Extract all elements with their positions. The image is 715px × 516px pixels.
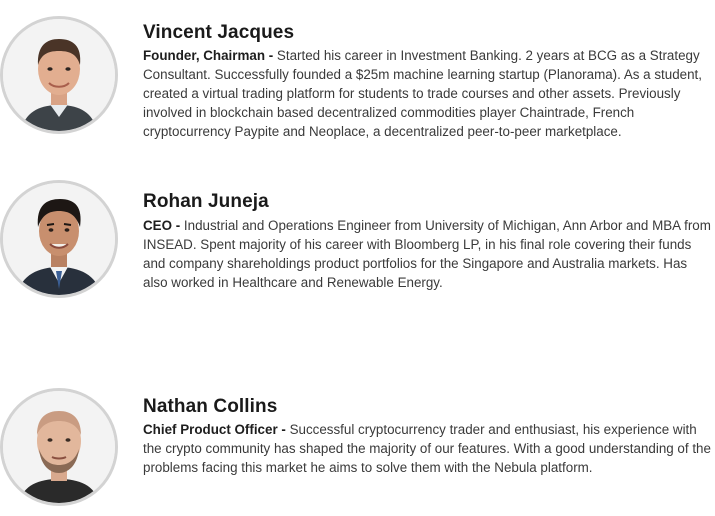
portrait-photo (3, 19, 115, 131)
member-bio (143, 216, 711, 292)
avatar (0, 388, 118, 506)
member-bio (143, 420, 711, 477)
member-name: Rohan Juneja (143, 191, 269, 212)
member-role: Chief Product Officer - (143, 422, 286, 437)
member-description: Successful cryptocurrency trader and enthusiast, his experience with the crypto community has shaped the majority of our features. With a good understanding of the problems facing this market he aims to solve them with the Nebula platform. (143, 422, 711, 475)
member-bio (143, 46, 711, 141)
avatar (0, 16, 118, 134)
portrait-photo (3, 391, 115, 503)
member-name: Nathan Collins (143, 396, 278, 417)
avatar (0, 180, 118, 298)
member-description: Industrial and Operations Engineer from University of Michigan, Ann Arbor and MBA from INSEAD. Spent majority of his career with Bloomberg LP, in his final role covering their funds and company shareholdings product portfolios for the Singapore and Australia markets. Has also worked in Healthcare and Renewable Energy. (143, 218, 711, 290)
member-role: Founder, Chairman - (143, 48, 274, 63)
member-description: Started his career in Investment Banking. 2 years at BCG as a Strategy Consultant. Successfully founded a $25m machine learning startup (Planorama). As a student, created a virtual trading platform for students to trade courses and other assets. Previously involved in blockchain based decentralized commodities player Chaintrade, French cryptocurrency Paypite and Neoplace, a decentralized peer-to-peer marketplace. (143, 48, 702, 139)
member-role: CEO - (143, 218, 181, 233)
member-name: Vincent Jacques (143, 22, 295, 43)
portrait-photo (3, 183, 115, 295)
